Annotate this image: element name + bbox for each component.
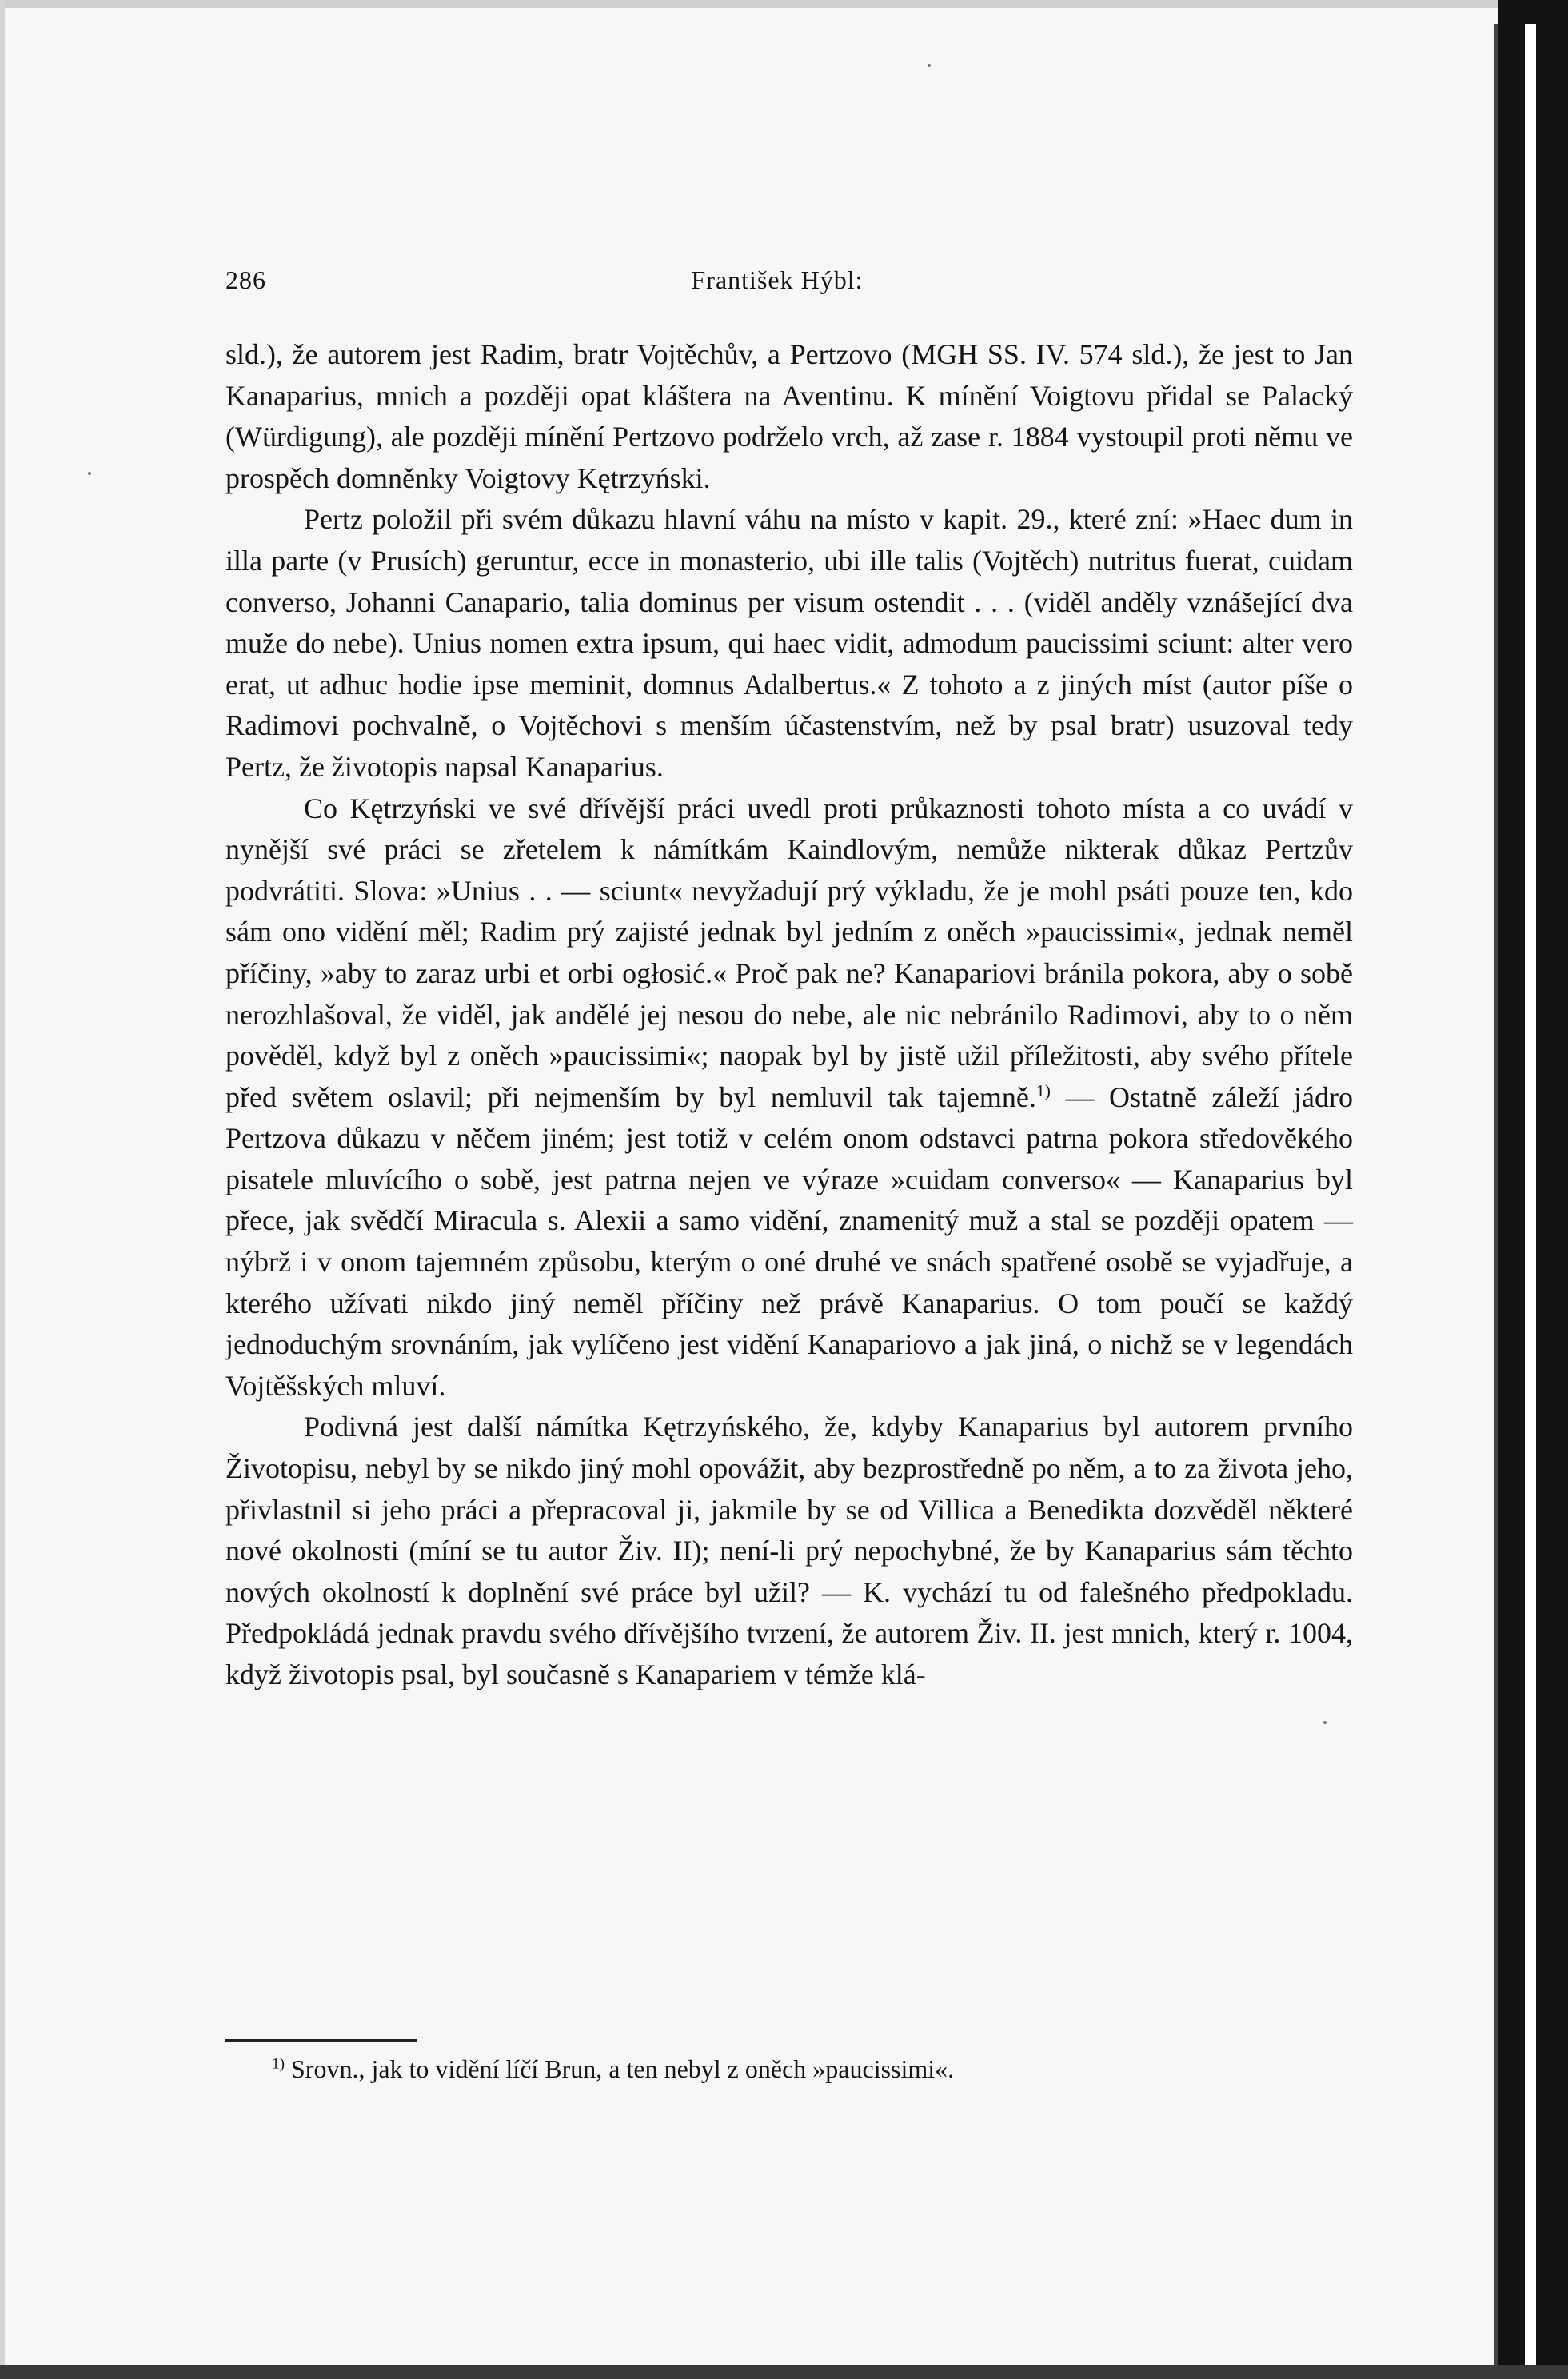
scan-fleck: [1323, 1721, 1327, 1724]
page-header: [225, 262, 1329, 307]
footnote: [272, 2050, 1351, 2087]
paragraph-3: [225, 788, 1353, 1407]
footnote-divider: [225, 2039, 417, 2042]
footnote-reference: 1): [1035, 1080, 1051, 1100]
scan-edge-bottom: [0, 2365, 1568, 2379]
scan-fleck: [928, 64, 931, 67]
paragraph-3-part-1: Co Kętrzyński ve své dřívější práci uvedl proti průkaznosti tohoto místa a co uvádí v nynější své práci se zřetelem k námítkám Kaindlovým, nemůže nikterak důkaz Pertzův podvrátiti. Slova: »Unius . . — sciunt« nevyžadují prý výkladu, že je mohl psáti pouze ten, kdo sám ono vidění měl; Radim prý zajisté jednak byl jedním z oněch »paucissimi«, jednak neměl příčiny, »aby to zaraz urbi et orbi ogłosić.« Proč pak ne? Kanapariovi bránila pokora, aby o sobě nerozhlašoval, že viděl, jak andělé jej nesou do nebe, ale nic nebránilo Radimovi, aby to o něm pověděl, když byl z oněch »paucissimi«; naopak byl by jistě užil příležitosti, aby svého přítele před světem oslavil; při nejmenším by byl nemluvil tak tajemně.: [225, 792, 1353, 1113]
paragraph-2: Pertz položil při svém důkazu hlavní váhu na místo v kapit. 29., které zní: »Haec dum in illa parte (v Prusích) geruntur, ecce in monasterio, ubi ille talis (Vojtěch) nutritus fuerat, cuidam converso, Johanni Canapario, talia dominus per visum ostendit . . . (viděl anděly vznášející dva muže do nebe). Unius nomen extra ipsum, qui haec vidit, admodum paucissimi sciunt: alter vero erat, ut adhuc hodie ipse meminit, domnus Adalbertus.« Z tohoto a z jiných míst (autor píše o Radimovi pochvalně, o Vojtěchovi s menším účastenstvím, než by psal bratr) usuzoval tedy Pertz, že životopis napsal Kanaparius.: [225, 503, 1353, 783]
body-text: [225, 334, 1353, 1696]
footnote-text: Srovn., jak to vidění líčí Brun, a ten nebyl z oněch »paucissimi«.: [284, 2054, 955, 2083]
running-title: František Hýbl:: [691, 265, 864, 294]
paragraph-4: Podivná jest další námítka Kętrzyńského, že, kdyby Kanaparius byl autorem prvního Životopisu, nebyl by se nikdo jiný mohl opovážit, aby bezprostředně po něm, a to za života jeho, přivlastnil si jeho práci a přepracoval ji, jakmile by se od Villica a Benedikta dozvěděl některé nové okolnosti (míní se tu autor Živ. II); není-li prý nepochybné, že by Kanaparius sám těchto nových okolností k doplnění své práce byl užil? — K. vychází tu od falešného předpokladu. Předpokládá jednak pravdu svého dřívějšího tvrzení, že autorem Živ. II. jest mnich, který r. 1004, když životopis psal, byl současně s Kanapariem v témže klá-: [225, 1411, 1353, 1690]
footnote-mark: 1): [272, 2055, 285, 2073]
page-number: 286: [225, 265, 266, 294]
scan-fleck: [88, 472, 91, 475]
scan-edge-right: [1498, 0, 1568, 2379]
scan-edge-left: [0, 0, 5, 2379]
scan-edge-top: [0, 0, 1568, 8]
paragraph-3-part-2: — Ostatně záleží jádro Pertzova důkazu v něčem jiném; jest totiž v celém onom odstavci patrna pokora středověkého pisatele mluvícího o sobě, jest patrna nejen ve výraze »cuidam converso« — Kanaparius byl přece, jak svědčí Miracula s. Alexii a samo vidění, znamenitý muž a stal se později opatem — nýbrž i v onom tajemném způsobu, kterým o oné druhé ve snách spatřené osobě se vyjadřuje, a kterého užívati nikdo jiný neměl příčiny než právě Kanaparius. O tom poučí se každý jednoduchým srovnáním, jak vylíčeno jest vidění Kanapariovo a jak jiná, o nichž se v legendách Vojtěšských mluví.: [225, 1080, 1354, 1402]
scan-edge-right-inner: [1525, 24, 1536, 2367]
paragraph-1: sld.), že autorem jest Radim, bratr Vojtěchův, a Pertzovo (MGH SS. IV. 574 sld.), že jest to Jan Kanaparius, mnich a později opat kláštera na Aventinu. K mínění Voigtovu přidal se Palacký (Würdigung), ale později mínění Pertzovo podrželo vrch, až zase r. 1884 vystoupil proti němu ve prospěch domněnky Voigtovy Kętrzyński.: [225, 338, 1353, 494]
